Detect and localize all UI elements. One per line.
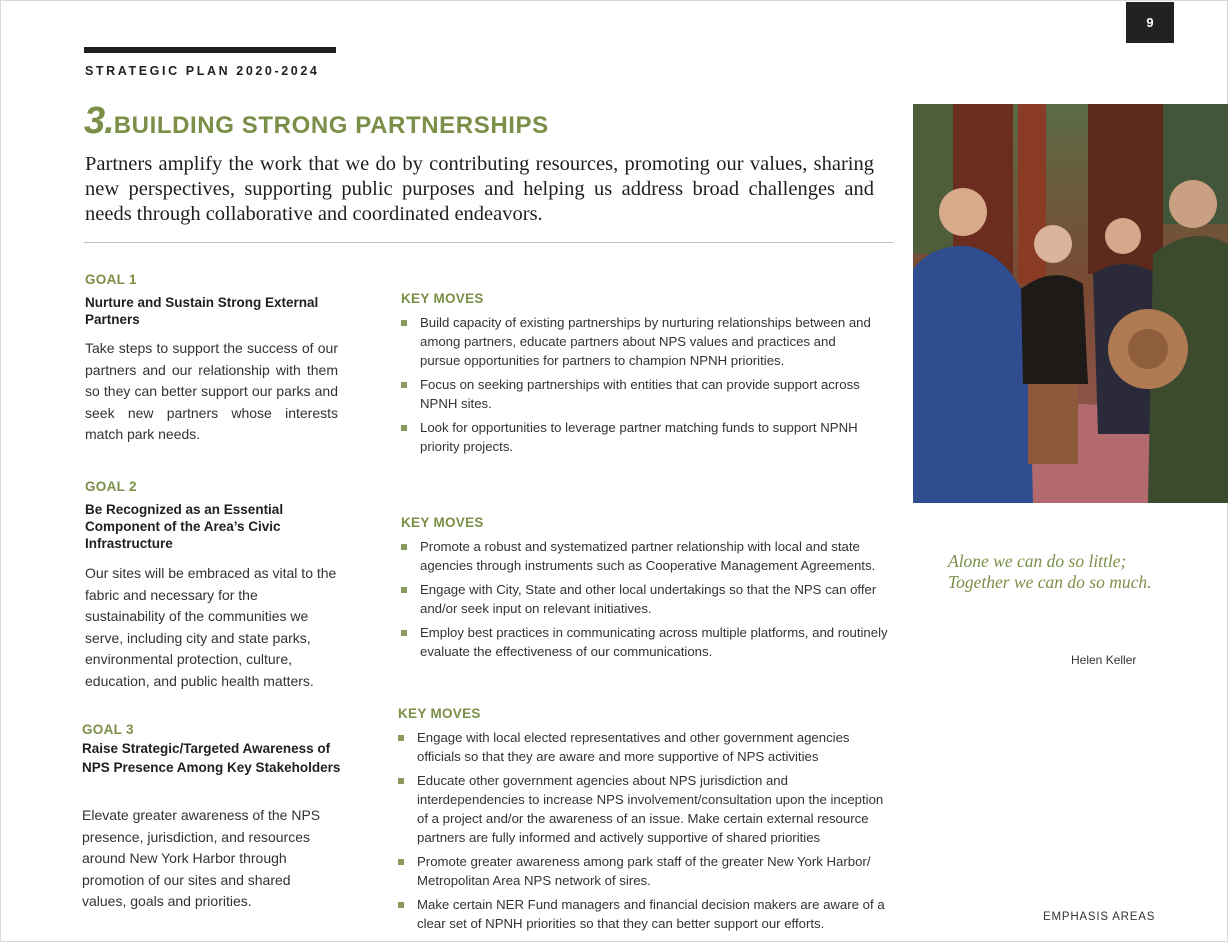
section-title-text: BUILDING STRONG PARTNERSHIPS	[113, 112, 549, 139]
square-bullet-icon	[401, 382, 407, 388]
section-intro: Partners amplify the work that we do by contributing resources, promoting our values, sharing new perspectives, supporting public purposes and helping us address broad challenges and needs through collaborative and coordinated endeavors.	[85, 153, 874, 225]
key-moves-3-label: KEY MOVES	[398, 706, 481, 721]
goal-3-label: GOAL 3	[82, 722, 134, 737]
key-move-item	[400, 623, 898, 661]
square-bullet-icon	[401, 320, 407, 326]
goal-1-body: Take steps to support the success of our partners and our relationship with them so they can better support our parks and seek new partners whose interests match park needs.	[85, 340, 338, 443]
square-bullet-icon	[398, 778, 404, 784]
quote	[948, 551, 1152, 593]
key-moves-1-label: KEY MOVES	[401, 291, 484, 306]
goal-2-title: Be Recognized as an Essential Component of the Area’s Civic Infrastructure	[85, 502, 284, 551]
key-move-item	[400, 313, 878, 370]
key-move-item	[400, 375, 878, 413]
goal-1-title: Nurture and Sustain Strong External Partners	[85, 295, 319, 327]
document-label: STRATEGIC PLAN 2020-2024	[85, 64, 320, 78]
square-bullet-icon	[398, 902, 404, 908]
key-move-text: Promote a robust and systematized partner relationship with local and state agencies through instruments such as Cooperative Management Agreements.	[420, 539, 876, 573]
key-move-text: Employ best practices in communicating across multiple platforms, and routinely evaluate the effectiveness of our communications.	[420, 625, 888, 659]
quote-author: Helen Keller	[1071, 653, 1137, 667]
square-bullet-icon	[401, 425, 407, 431]
goal-3-body: Elevate greater awareness of the NPS presence, jurisdiction, and resources around New York Harbor through promotion of our sites and shared values, goals and priorities.	[82, 807, 321, 910]
goal-3-title: Raise Strategic/Targeted Awareness of NPS Presence Among Key Stakeholders	[82, 741, 341, 775]
key-move-text: Educate other government agencies about NPS jurisdiction and interdependencies to increase NPS involvement/consultation upon the inception of a project and/or the awareness of an issue. Make certain external resource partners are fully informed and actively supportive of shared priorities	[417, 773, 884, 845]
key-move-text: Promote greater awareness among park staff of the greater New York Harbor/ Metropolitan Area NPS network of sires.	[417, 854, 871, 888]
key-move-item	[397, 771, 895, 847]
key-move-item	[400, 537, 898, 575]
square-bullet-icon	[401, 630, 407, 636]
key-moves-1-list	[400, 313, 878, 461]
footer-label: EMPHASIS AREAS	[1043, 911, 1156, 923]
key-move-item	[400, 580, 898, 618]
header-rule	[84, 47, 336, 53]
square-bullet-icon	[401, 544, 407, 550]
goal-2-label: GOAL 2	[85, 479, 137, 494]
goal-1-label: GOAL 1	[85, 272, 137, 287]
page-number-badge: 9	[1126, 2, 1174, 43]
key-moves-3-list	[397, 728, 895, 938]
section-number: 3.	[84, 100, 114, 142]
key-move-item	[397, 728, 895, 766]
partners-photo-illustration	[913, 104, 1228, 503]
key-move-text: Look for opportunities to leverage partner matching funds to support NPNH priority projects.	[420, 420, 858, 454]
key-move-item	[397, 852, 895, 890]
square-bullet-icon	[398, 735, 404, 741]
key-move-item	[400, 418, 878, 456]
section-divider	[84, 242, 893, 243]
quote-line-1: Alone we can do so little;	[948, 551, 1127, 571]
square-bullet-icon	[401, 587, 407, 593]
key-moves-2-label: KEY MOVES	[401, 515, 484, 530]
key-move-item	[397, 895, 895, 933]
key-move-text: Engage with City, State and other local undertakings so that the NPS can offer and/or seek input on relevant initiatives.	[420, 582, 877, 616]
key-move-text: Build capacity of existing partnerships by nurturing relationships between and among partners, educate partners about NPS values and practices and pursue opportunities for partners to champion NPNH priorities.	[420, 315, 871, 368]
square-bullet-icon	[398, 859, 404, 865]
goal-2-body: Our sites will be embraced as vital to the fabric and necessary for the sustainability of the communities we serve, including city and state parks, environmental protection, culture, education, and public health matters.	[85, 565, 337, 689]
key-moves-2-list	[400, 537, 898, 666]
partners-photo	[913, 104, 1228, 503]
key-move-text: Engage with local elected representatives and other government agencies officials so that they are aware and more supportive of NPS activities	[417, 730, 850, 764]
quote-line-2: Together we can do so much.	[948, 572, 1152, 592]
key-move-text: Make certain NER Fund managers and financial decision makers are aware of a clear set of NPNH priorities so that they can better support our efforts.	[417, 897, 885, 931]
key-move-text: Focus on seeking partnerships with entities that can provide support across NPNH sites.	[420, 377, 860, 411]
section-title	[84, 100, 549, 143]
